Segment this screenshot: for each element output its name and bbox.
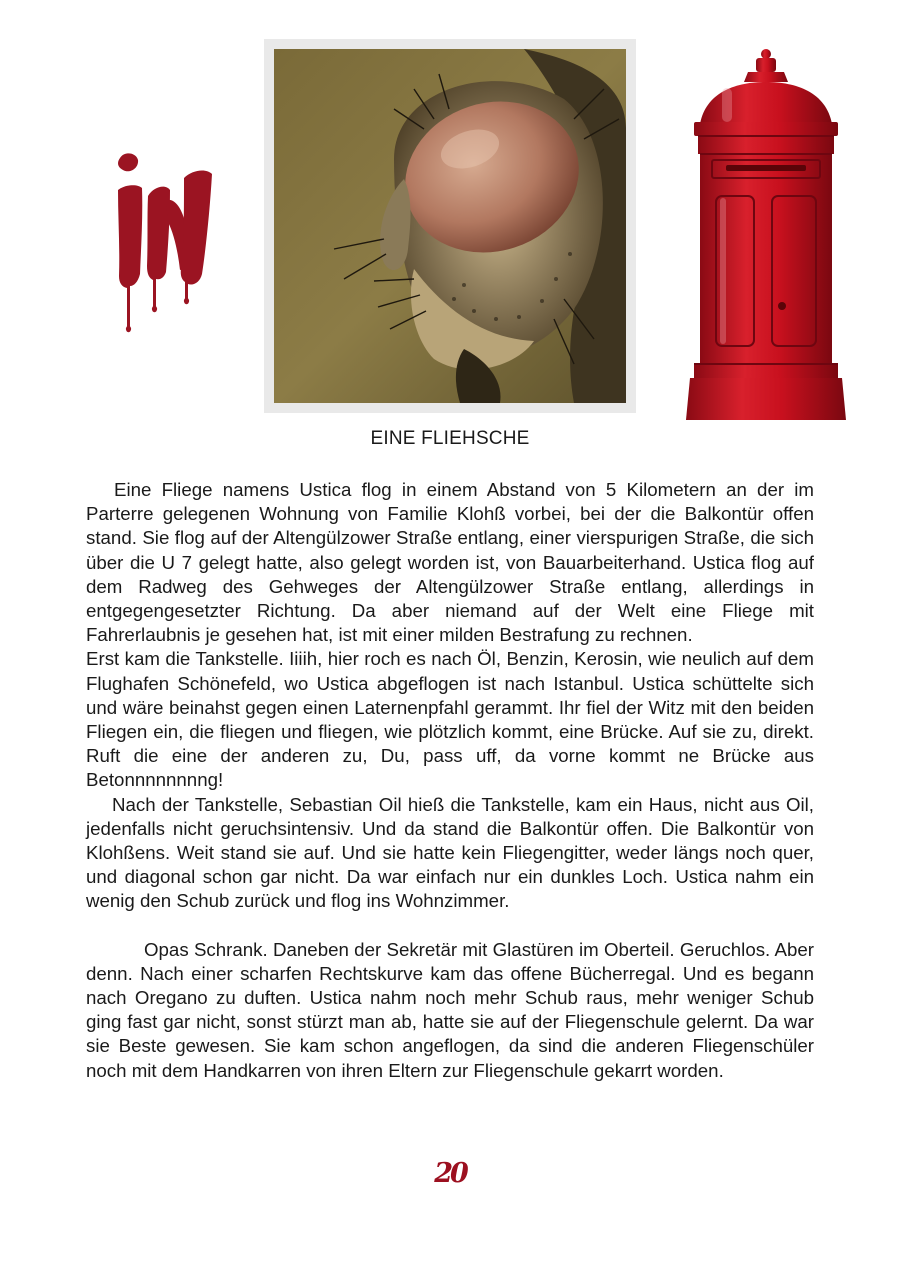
paragraph: Erst kam die Tankstelle. Iiiih, hier roch es nach Öl, Benzin, Kerosin, wie neulich auf dem Flughafen Schönefeld, wo Ustica abgeflogen ist nach Istanbul. Ustica schüttelte sich und wäre beinahst gegen einen Laternenpfahl gerammt. Ihr fiel der Witz mit den beiden Fliegen ein, die fliegen und fliegen, wie plötzlich kommt, eine Brücke. Auf sie zu, direkt. Ruft die eine der anderen zu, Du, pass uff, da vorne kommt ne Brücke aus Betonnnnnnnng! [86,648,814,791]
paragraph: Opas Schrank. Daneben der Sekretär mit Glastüren im Oberteil. Geruchlos. Aber denn. Nach einer scharfen Rechtskurve kam das offene Bücherregal. Und es begann nach Oregano zu duften. Ustica nahm noch mehr Schub raus, mehr weniger Schub ging fast gar nicht, sonst stürzt man ab, hatte sie auf der Fliegenschule gelernt. Da war sie Beste gewesen. Sie kam schon angeflogen, da sind die anderen Fliegenschüler noch mit dem Handkarren von ihren Eltern zur Fliegenschule gekarrt worden. [86,938,814,1081]
fly-photo-frame [264,39,636,413]
story-title: EINE FLIEHSCHE [370,428,530,449]
red-postbox-image [686,48,846,426]
magazine-logo [108,148,220,338]
fly-macro-photo [274,49,626,403]
story-body [86,478,814,1083]
paragraph: Nach der Tankstelle, Sebastian Oil hieß die Tankstelle, kam ein Haus, nicht aus Oil, jedenfalls nicht geruchsintensiv. Und da stand die Balkontür offen. Die Balkontür von Klohßens. Weit stand sie auf. Und sie hatte kein Fliegengitter, weder längs noch quer, und diagonal schon gar nicht. Da war einfach nur ein dunkles Loch. Ustica nahm ein wenig den Schub zurück und flog ins Wohnzimmer. [86,793,814,912]
page-number: 20 [434,1158,466,1189]
dripping-in-logo-icon [108,148,220,338]
paragraph: Eine Fliege namens Ustica flog in einem Abstand von 5 Kilometern an der im Parterre gelegenen Wohnung von Familie Klohß vorbei, bei der die Balkontür offen stand. Sie flog auf der Altengülzower Straße entlang, einer vierspurigen Straße, die sich über die U 7 gelegt hatte, also gelegt worden ist, von Bauarbeiterhand. Ustica flog auf dem Radweg des Gehweges der Altengülzower Straße entlang, allerdings in entgegengesetzter Richtung. Da aber niemand auf der Welt eine Fliege mit Fahrerlaubnis je gesehen hat, ist mit einer milden Bestrafung zu rechnen. [86,479,814,646]
postbox-icon [686,48,846,426]
